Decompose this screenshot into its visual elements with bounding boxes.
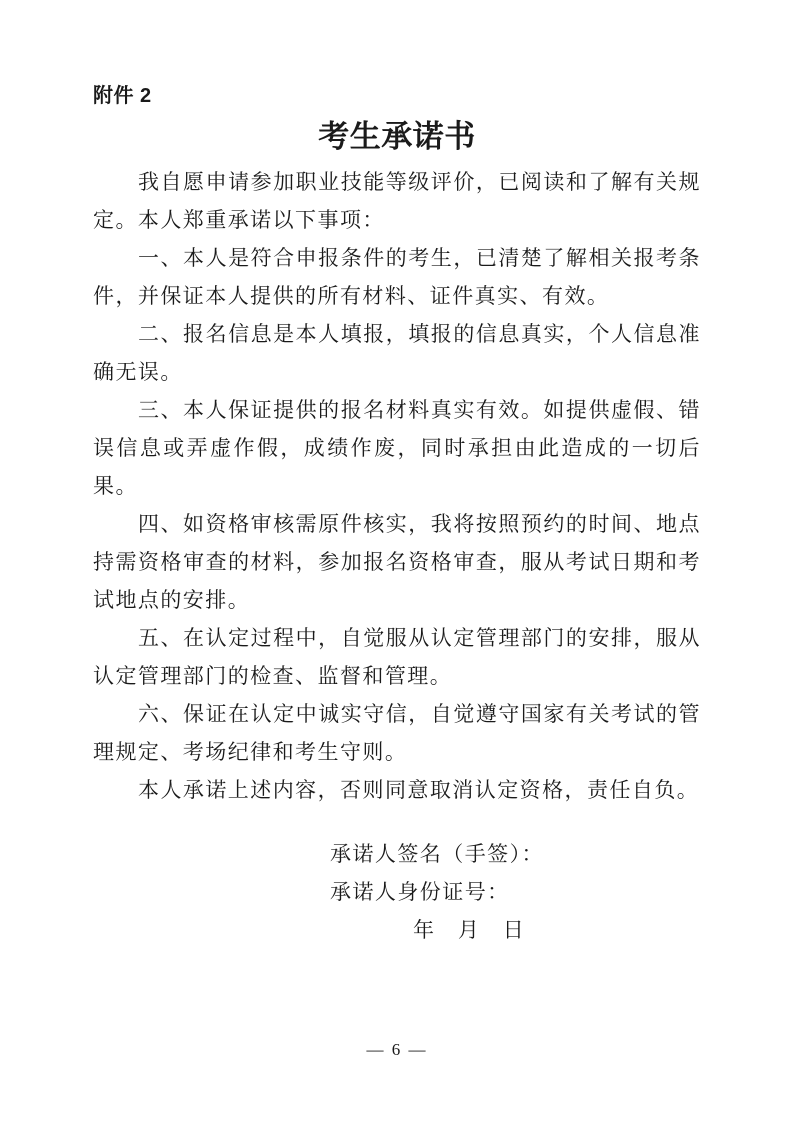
page-number: — 6 — <box>366 1040 428 1059</box>
attachment-label: 附件 2 <box>93 85 152 107</box>
signature-date-line: 年 月 日 <box>413 918 526 942</box>
paragraph-item-4: 四、如资格审核需原件核实，我将按照预约的时间、地点持需资格审查的材料，参加报名资格审查，服从考试日期和考试地点的安排。 <box>93 512 701 612</box>
page-title: 考生承诺书 <box>318 119 476 154</box>
paragraph-item-6: 六、保证在认定中诚实守信，自觉遵守国家有关考试的管理规定、考场纪律和考生守则。 <box>93 702 701 764</box>
paragraph-item-2: 二、报名信息是本人填报，填报的信息真实，个人信息准确无误。 <box>93 322 701 384</box>
paragraph-item-3: 三、本人保证提供的报名材料真实有效。如提供虚假、错误信息或弄虚作假，成绩作废，同时承担由此造成的一切后果。 <box>93 398 701 498</box>
paragraph-item-5: 五、在认定过程中，自觉服从认定管理部门的安排，服从认定管理部门的检查、监督和管理。 <box>93 626 701 688</box>
signature-name-line: 承诺人签名（手签）： <box>330 842 544 866</box>
paragraph-intro: 我自愿申请参加职业技能等级评价，已阅读和了解有关规定。本人郑重承诺以下事项： <box>93 170 701 232</box>
paragraph-closing: 本人承诺上述内容，否则同意取消认定资格，责任自负。 <box>138 778 700 802</box>
signature-block <box>330 835 701 949</box>
document-body <box>93 163 701 809</box>
signature-id-line: 承诺人身份证号： <box>330 880 510 904</box>
paragraph-item-1: 一、本人是符合申报条件的考生，已清楚了解相关报考条件，并保证本人提供的所有材料、证件真实、有效。 <box>93 246 701 308</box>
